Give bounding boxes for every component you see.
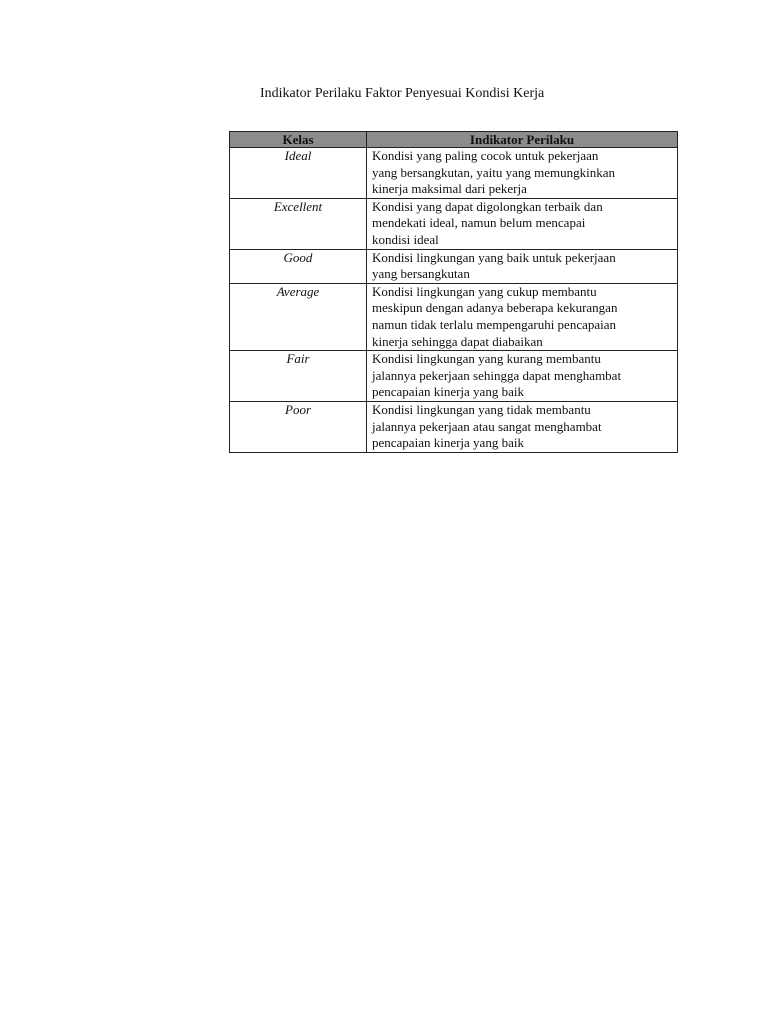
indikator-cell (367, 351, 678, 402)
kelas-cell: Excellent (230, 198, 367, 249)
kelas-cell: Average (230, 283, 367, 350)
kelas-cell: Fair (230, 351, 367, 402)
indikator-line: namun tidak terlalu mempengaruhi pencapaian (372, 316, 617, 332)
indikator-line: kondisi ideal (372, 231, 439, 247)
indikator-line: Kondisi lingkungan yang baik untuk pekerjaan (372, 249, 616, 265)
indikator-line: kinerja sehingga dapat diabaikan (372, 333, 543, 349)
table-row (230, 148, 678, 199)
indicator-table (229, 131, 678, 453)
table-row (230, 198, 678, 249)
indikator-line: yang bersangkutan, yaitu yang memungkinkan (372, 164, 615, 180)
kelas-cell: Ideal (230, 148, 367, 199)
table-header-row (230, 132, 678, 148)
indikator-line: jalannya pekerjaan sehingga dapat menghambat (372, 367, 622, 383)
indikator-line: Kondisi yang dapat digolongkan terbaik dan (372, 198, 603, 214)
table-row (230, 401, 678, 452)
indikator-line: Kondisi lingkungan yang tidak membantu (372, 401, 591, 417)
column-header-kelas: Kelas (230, 132, 367, 148)
indikator-line: Kondisi lingkungan yang kurang membantu (372, 351, 601, 367)
document-title: Indikator Perilaku Faktor Penyesuai Kondisi Kerja (260, 86, 545, 101)
indikator-line: Kondisi lingkungan yang cukup membantu (372, 283, 597, 299)
indikator-line: kinerja maksimal dari pekerja (372, 181, 527, 197)
indikator-line: yang bersangkutan (372, 266, 470, 282)
indikator-line: meskipun dengan adanya beberapa kekurangan (372, 300, 618, 316)
indikator-cell (367, 401, 678, 452)
indikator-cell (367, 283, 678, 350)
kelas-cell: Good (230, 249, 367, 283)
kelas-cell: Poor (230, 401, 367, 452)
indikator-line: pencapaian kinerja yang baik (372, 435, 524, 451)
table-row (230, 283, 678, 350)
table-row (230, 351, 678, 402)
indikator-cell (367, 198, 678, 249)
indikator-line: pencapaian kinerja yang baik (372, 384, 524, 400)
indikator-cell (367, 148, 678, 199)
table-row (230, 249, 678, 283)
indikator-line: jalannya pekerjaan atau sangat menghambat (372, 418, 602, 434)
indikator-cell (367, 249, 678, 283)
indikator-line: Kondisi yang paling cocok untuk pekerjaan (372, 148, 599, 163)
indikator-line: mendekati ideal, namun belum mencapai (372, 215, 586, 231)
column-header-indikator-perilaku: Indikator Perilaku (367, 132, 678, 148)
